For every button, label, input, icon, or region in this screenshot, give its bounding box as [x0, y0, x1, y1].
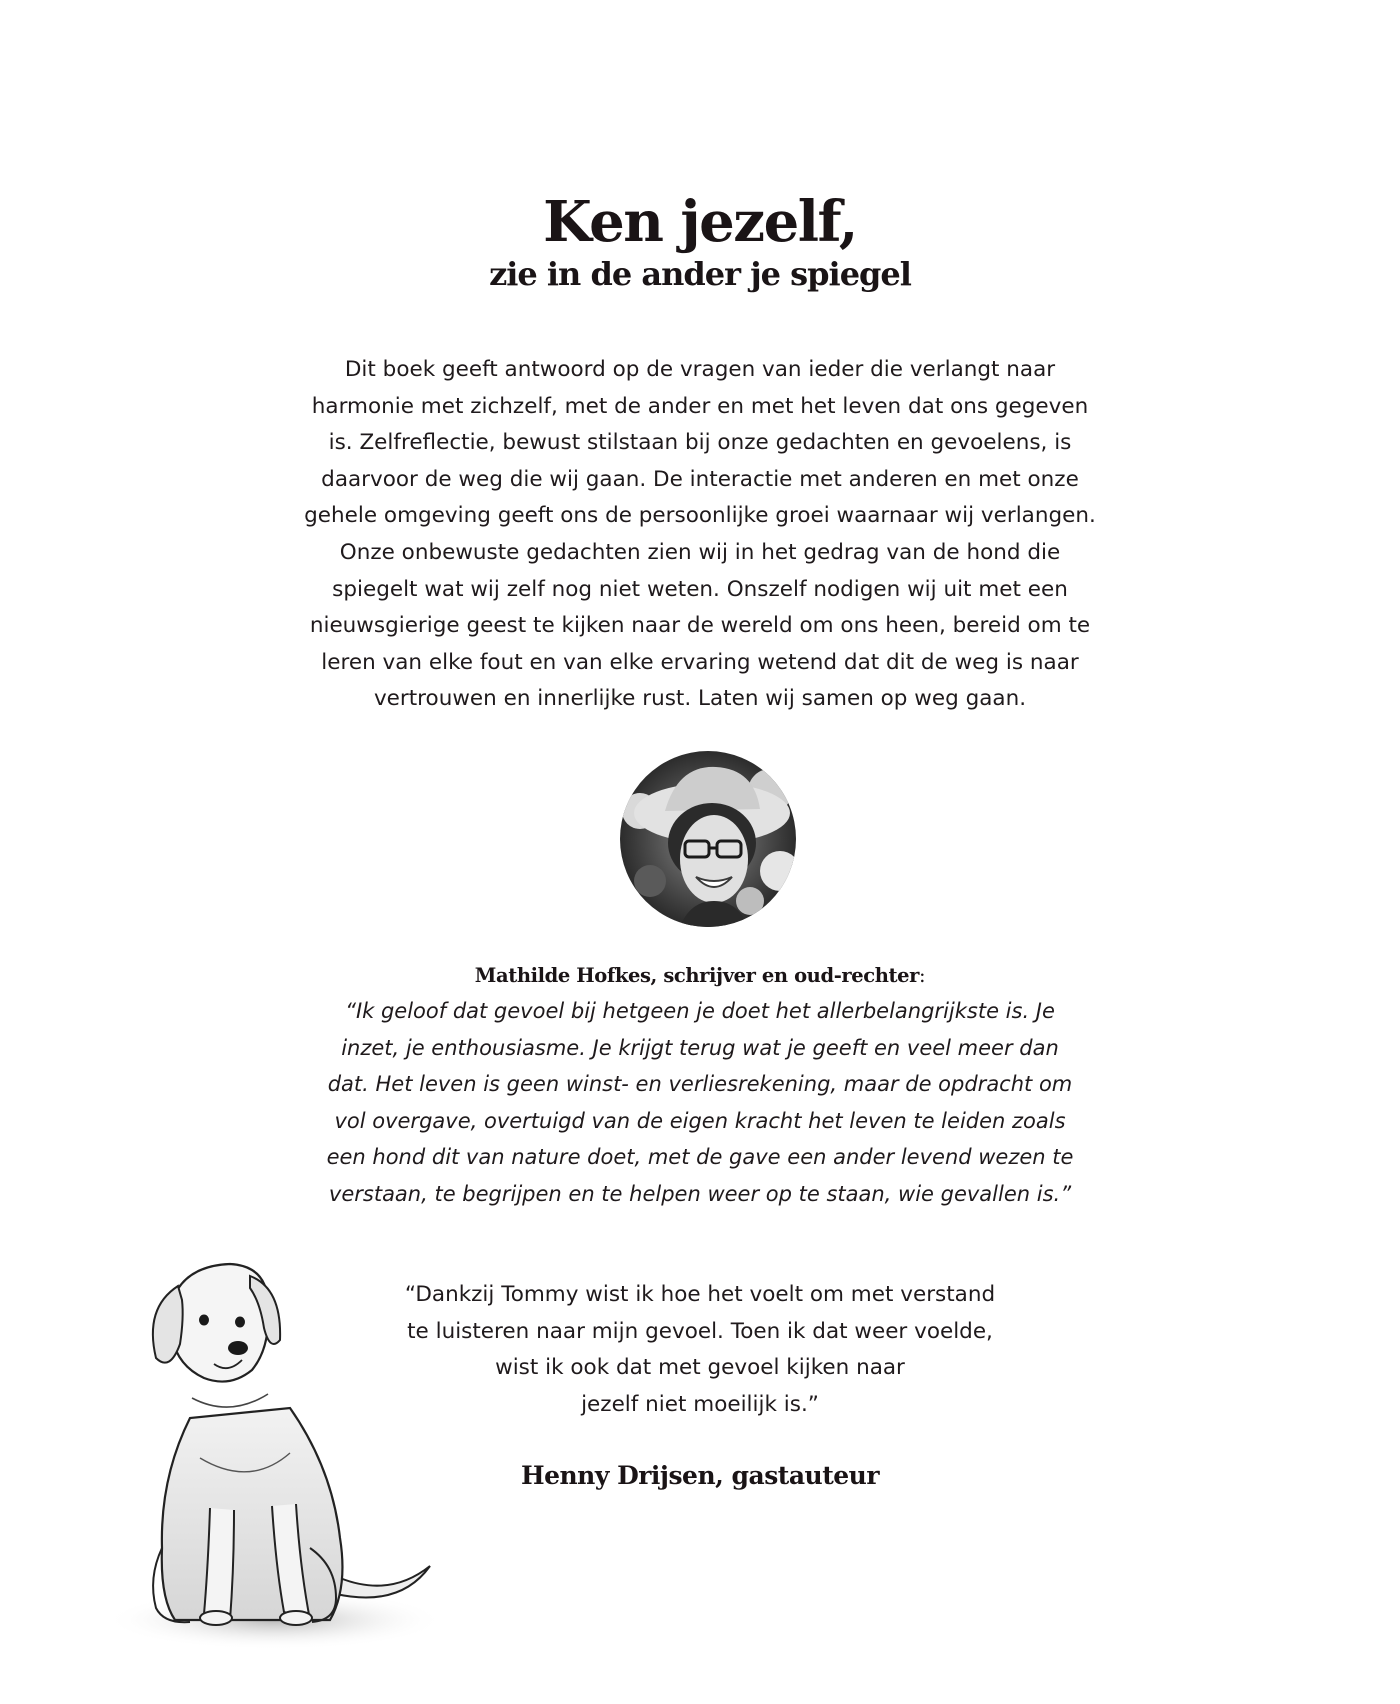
quote2-line: wist ik ook dat met gevoel kijken naar: [495, 1355, 905, 1380]
intro-line: spiegelt wat wij zelf nog niet weten. Onszelf nodigen wij uit met een: [332, 576, 1068, 602]
quote1-line: een hond dit van nature doet, met de gave een ander levend wezen te: [326, 1145, 1074, 1170]
quote1-line: vol overgave, overtuigd van de eigen kracht het leven te leiden zoals: [334, 1108, 1066, 1133]
quote1-line: dat. Het leven is geen winst- en verliesrekening, maar de opdracht om: [327, 1072, 1073, 1097]
quote1-line: inzet, je enthousiasme. Je krijgt terug wat je geeft en veel meer dan: [341, 1035, 1059, 1060]
quote2-line: te luisteren naar mijn gevoel. Toen ik dat weer voelde,: [407, 1318, 993, 1344]
intro-paragraph: [270, 352, 1130, 718]
intro-line: is. Zelfreflectie, bewust stilstaan bij onze gedachten en gevoelens, is: [328, 430, 1072, 456]
author-portrait-photo: [620, 751, 796, 927]
intro-line: gehele omgeving geeft ons de persoonlijke groei waarnaar wij verlangen.: [304, 503, 1096, 529]
quote1-colon: :: [919, 964, 926, 987]
intro-line: harmonie met zichzelf, met de ander en met het leven dat ons gegeven: [311, 393, 1089, 419]
intro-line: nieuwsgierige geest te kijken naar de wereld om ons heen, bereid om te: [309, 613, 1091, 639]
intro-line: leren van elke fout en van elke ervaring wetend dat dit de weg is naar: [321, 649, 1079, 675]
quote2-line: “Dankzij Tommy wist ik hoe het voelt om met verstand: [404, 1282, 996, 1307]
page-title: Ken jezelf,: [543, 189, 857, 255]
heading: [0, 190, 1400, 294]
intro-line: daarvoor de weg die wij gaan. De interactie met anderen en met onze: [321, 466, 1079, 492]
intro-line: Onze onbewuste gedachten zien wij in het gedrag van de hond die: [339, 539, 1061, 565]
intro-line: Dit boek geeft antwoord op de vragen van ieder die verlangt naar: [344, 357, 1056, 382]
quote1-text: [290, 993, 1110, 1213]
quote1-line: verstaan, te begrijpen en te helpen weer op te staan, wie gevallen is.”: [328, 1181, 1072, 1206]
page-subtitle: zie in de ander je spiegel: [489, 255, 911, 293]
quote1-line: “Ik geloof dat gevoel bij hetgeen je doet het allerbelangrijkste is. Je: [345, 999, 1055, 1023]
intro-line: vertrouwen en innerlijke rust. Laten wij samen op weg gaan.: [373, 686, 1027, 712]
quote2-line: jezelf niet moeilijk is.”: [581, 1391, 819, 1417]
quote1-author: Mathilde Hofkes, schrijver en oud-rechter: [474, 964, 920, 987]
quote1-attribution: [0, 962, 1400, 990]
quote2-attribution: Henny Drijsen, gastauteur: [520, 1461, 880, 1490]
quote2-text: [370, 1277, 1030, 1423]
